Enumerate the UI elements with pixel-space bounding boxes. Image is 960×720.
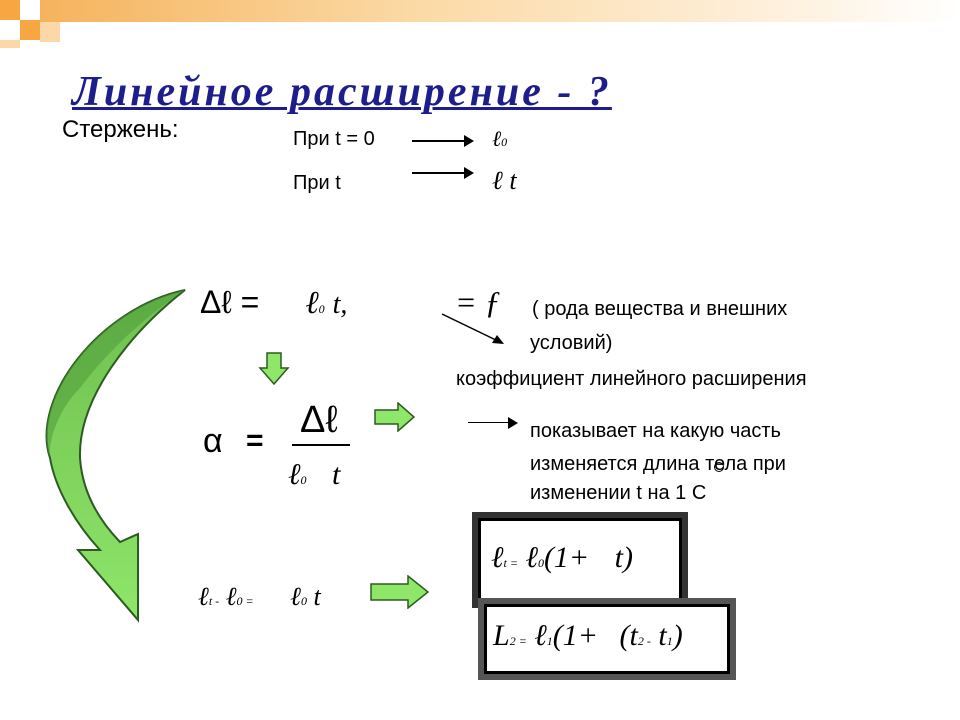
degree-circle-icon [714,462,724,472]
function-of: = ƒ [455,284,501,320]
decorative-gradient-band [40,0,960,22]
green-down-arrow-icon [258,352,290,386]
delta-formula: Δℓ = ℓ0 t, [200,284,348,320]
decorative-square [40,22,60,42]
rod-label: Стержень: [62,116,179,143]
meaning-line1: показывает на какую часть [530,420,781,442]
coefficient-label: коэффициент линейного расширения [456,368,807,390]
curved-arrow-icon [20,288,190,628]
formula-box-lt: ℓt = ℓ0(1+ t) [478,518,682,602]
arrow-right-icon [412,140,472,142]
alpha-denominator: ℓ0 t [288,458,341,491]
meaning-line2: изменяется длина тела при [530,453,786,475]
arrow-right-icon [468,422,516,423]
condition-t0: При t = 0 [293,128,375,150]
fraction-bar [292,444,350,446]
alpha-numerator: Δℓ [300,399,338,441]
green-right-arrow-icon [374,402,416,432]
condition-t: При t [293,172,341,194]
decorative-square [0,0,20,20]
decorative-square [20,20,40,40]
slide-title: Линейное расширение - ? [72,69,612,115]
length-l0: ℓ0 [492,126,508,151]
alpha-equals: = [246,424,264,457]
arrow-down-right-icon [440,312,510,348]
decorative-top-bar [0,0,960,48]
dependency-text-line2: условий) [530,332,613,354]
meaning-line3: изменении t на 1 С [530,482,707,504]
dependency-text-line1: ( рода вещества и внешних [532,298,788,320]
decorative-square [0,40,20,48]
formula-box-l2: L2 = ℓ1(1+ (t2 - t1) [484,604,730,674]
alpha-symbol: α [203,422,223,460]
green-right-arrow-icon [370,575,430,609]
difference-formula: ℓt - ℓ0 = ℓ0 t [198,582,321,611]
arrow-right-icon [412,172,472,174]
length-lt: ℓ t [492,166,517,195]
